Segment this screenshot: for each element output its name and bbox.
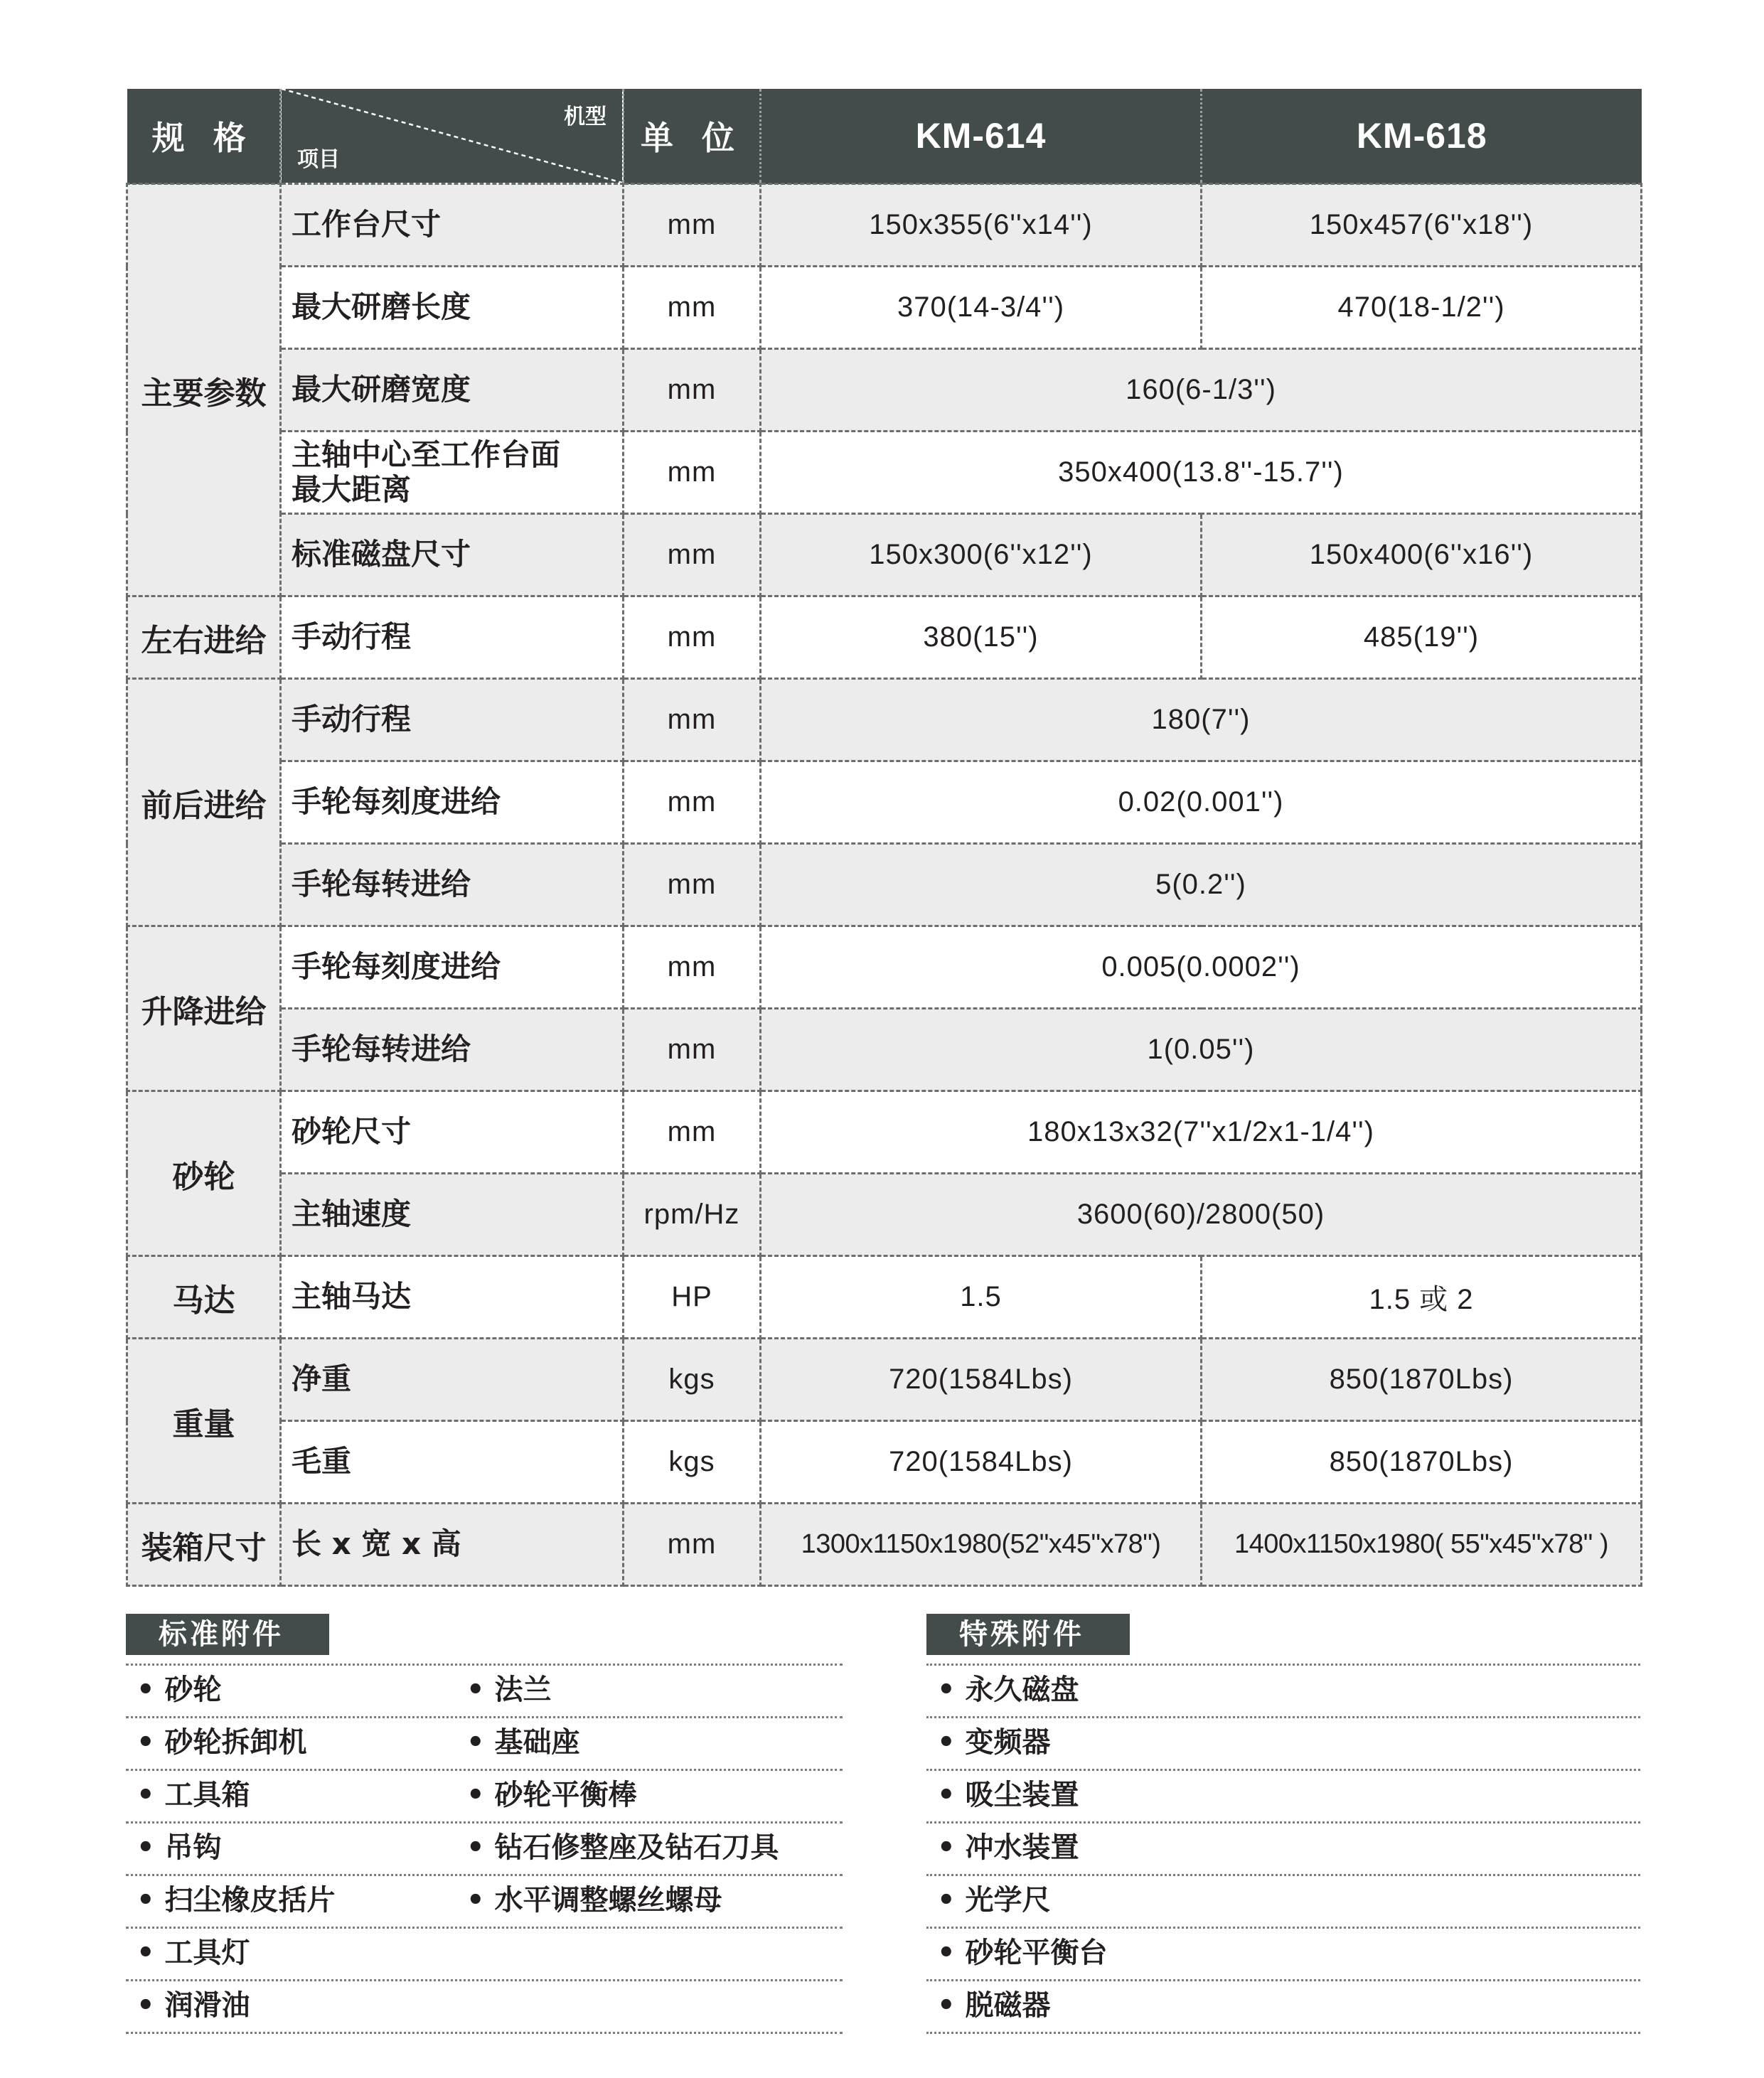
value-both-models: 3600(60)/2800(50) <box>761 1174 1642 1256</box>
unit-cell: mm <box>624 349 761 432</box>
list-item: • 砂轮拆卸机 <box>137 1725 307 1760</box>
table-row <box>127 1091 1642 1174</box>
header-spec: 规 格 <box>127 89 281 184</box>
item-label: 手轮每转进给 <box>281 844 624 926</box>
table-row <box>127 1504 1642 1586</box>
value-both-models: 350x400(13.8''-15.7'') <box>761 432 1642 514</box>
group-motor: 马达 <box>127 1256 281 1339</box>
value-km614: 1.5 <box>761 1256 1202 1339</box>
unit-cell: kgs <box>624 1421 761 1504</box>
value-km618: 850(1870Lbs) <box>1202 1339 1642 1421</box>
value-both-models: 180x13x32(7''x1/2x1-1/4'') <box>761 1091 1642 1174</box>
list-item: • 水平调整螺丝螺母 <box>466 1882 722 1918</box>
unit-cell: mm <box>624 184 761 267</box>
value-both-models: 1(0.05'') <box>761 1009 1642 1091</box>
divider <box>926 1769 1640 1771</box>
value-km614: 1300x1150x1980(52"x45"x78") <box>761 1504 1202 1586</box>
list-item: • 砂轮平衡台 <box>937 1935 1108 1971</box>
special-accessories-title: 特殊附件 <box>926 1614 1130 1655</box>
value-km614: 150x355(6''x14'') <box>761 184 1202 267</box>
list-item: • 脱磁器 <box>937 1988 1051 2023</box>
value-both-models: 5(0.2'') <box>761 844 1642 926</box>
unit-cell: mm <box>624 1504 761 1586</box>
table-row <box>127 267 1642 349</box>
value-km618: 470(18-1/2'') <box>1202 267 1642 349</box>
list-item: • 工具灯 <box>137 1935 250 1971</box>
value-km614: 150x300(6''x12'') <box>761 514 1202 596</box>
standard-accessories-title: 标准附件 <box>126 1614 329 1655</box>
unit-cell: mm <box>624 514 761 596</box>
item-label: 手轮每转进给 <box>281 1009 624 1091</box>
list-item: • 光学尺 <box>937 1882 1051 1918</box>
table-row <box>127 761 1642 844</box>
unit-cell: HP <box>624 1256 761 1339</box>
table-row <box>127 926 1642 1009</box>
group-grinding-wheel: 砂轮 <box>127 1091 281 1256</box>
value-km618: 150x400(6''x16'') <box>1202 514 1642 596</box>
header-diagonal-cell <box>281 89 624 184</box>
table-row <box>127 1256 1642 1339</box>
divider <box>926 1927 1640 1929</box>
item-label: 手动行程 <box>281 679 624 761</box>
item-label: 主轴马达 <box>281 1256 624 1339</box>
item-label-line1: 主轴中心至工作台面 <box>292 437 561 473</box>
list-item: • 砂轮平衡棒 <box>466 1777 637 1813</box>
header-model-km618: KM-618 <box>1202 89 1642 184</box>
table-row <box>127 1009 1642 1091</box>
value-km614: 720(1584Lbs) <box>761 1421 1202 1504</box>
list-item: • 冲水装置 <box>937 1830 1079 1865</box>
unit-cell: mm <box>624 679 761 761</box>
table-row <box>127 679 1642 761</box>
unit-cell: mm <box>624 596 761 679</box>
table-row <box>127 1421 1642 1504</box>
divider <box>926 1979 1640 1981</box>
list-item: • 砂轮 <box>137 1672 222 1708</box>
divider <box>126 2032 843 2034</box>
value-both-models: 0.02(0.001'') <box>761 761 1642 844</box>
value-both-models: 160(6-1/3'') <box>761 349 1642 432</box>
value-km614: 370(14-3/4'') <box>761 267 1202 349</box>
divider <box>926 1874 1640 1876</box>
list-item: • 吊钩 <box>137 1830 222 1865</box>
header-model-km614: KM-614 <box>761 89 1202 184</box>
group-fore-aft-feed: 前后进给 <box>127 679 281 926</box>
item-label: 手轮每刻度进给 <box>281 761 624 844</box>
value-both-models: 0.005(0.0002'') <box>761 926 1642 1009</box>
header-item-label: 项目 <box>297 147 340 172</box>
table-row <box>127 432 1642 514</box>
table-header-row <box>127 89 1642 184</box>
header-model-label: 机型 <box>564 105 606 129</box>
value-km618: 150x457(6''x18'') <box>1202 184 1642 267</box>
divider <box>926 2032 1640 2034</box>
table-row <box>127 349 1642 432</box>
table-row <box>127 596 1642 679</box>
unit-cell: rpm/Hz <box>624 1174 761 1256</box>
list-item: • 吸尘装置 <box>937 1777 1079 1813</box>
value-both-models: 180(7'') <box>761 679 1642 761</box>
table-row <box>127 844 1642 926</box>
divider <box>926 1716 1640 1718</box>
unit-cell: mm <box>624 432 761 514</box>
divider <box>126 1821 843 1823</box>
divider <box>126 1927 843 1929</box>
list-item: • 法兰 <box>466 1672 552 1708</box>
table-row <box>127 1174 1642 1256</box>
divider <box>126 1716 843 1718</box>
divider <box>926 1664 1640 1666</box>
unit-cell: mm <box>624 1091 761 1174</box>
unit-cell: kgs <box>624 1339 761 1421</box>
item-label: 毛重 <box>281 1421 624 1504</box>
divider <box>926 1821 1640 1823</box>
divider <box>126 1769 843 1771</box>
divider <box>126 1874 843 1876</box>
unit-cell: mm <box>624 761 761 844</box>
list-item: • 永久磁盘 <box>937 1672 1079 1708</box>
list-item: • 变频器 <box>937 1725 1051 1760</box>
item-label: 砂轮尺寸 <box>281 1091 624 1174</box>
table-row <box>127 184 1642 267</box>
item-label: 手动行程 <box>281 596 624 679</box>
group-cross-feed: 左右进给 <box>127 596 281 679</box>
group-weight: 重量 <box>127 1339 281 1504</box>
spec-table <box>126 89 1642 1587</box>
value-km618: 485(19'') <box>1202 596 1642 679</box>
group-vertical-feed: 升降进给 <box>127 926 281 1091</box>
value-km614: 380(15'') <box>761 596 1202 679</box>
unit-cell: mm <box>624 267 761 349</box>
unit-cell: mm <box>624 1009 761 1091</box>
item-label: 长 x 宽 x 高 <box>281 1504 624 1586</box>
group-main-params: 主要参数 <box>127 184 281 596</box>
item-label: 净重 <box>281 1339 624 1421</box>
header-unit: 单 位 <box>624 89 761 184</box>
list-item: • 扫尘橡皮括片 <box>137 1882 336 1918</box>
list-item: • 钻石修整座及钻石刀具 <box>466 1830 779 1865</box>
item-label <box>281 432 624 514</box>
item-label: 最大研磨宽度 <box>281 349 624 432</box>
value-km618: 850(1870Lbs) <box>1202 1421 1642 1504</box>
list-item: • 工具箱 <box>137 1777 250 1813</box>
list-item: • 润滑油 <box>137 1988 250 2023</box>
table-row <box>127 514 1642 596</box>
item-label: 最大研磨长度 <box>281 267 624 349</box>
unit-cell: mm <box>624 844 761 926</box>
list-item: • 基础座 <box>466 1725 580 1760</box>
group-packing-size: 装箱尺寸 <box>127 1504 281 1586</box>
item-label: 工作台尺寸 <box>281 184 624 267</box>
value-km618: 1400x1150x1980( 55"x45"x78" ) <box>1202 1504 1642 1586</box>
item-label: 主轴速度 <box>281 1174 624 1256</box>
divider <box>126 1979 843 1981</box>
table-row <box>127 1339 1642 1421</box>
item-label: 手轮每刻度进给 <box>281 926 624 1009</box>
divider <box>126 1664 843 1666</box>
item-label-line2: 最大距离 <box>292 471 412 507</box>
value-km614: 720(1584Lbs) <box>761 1339 1202 1421</box>
unit-cell: mm <box>624 926 761 1009</box>
item-label: 标准磁盘尺寸 <box>281 514 624 596</box>
value-km618: 1.5 或 2 <box>1202 1256 1642 1339</box>
